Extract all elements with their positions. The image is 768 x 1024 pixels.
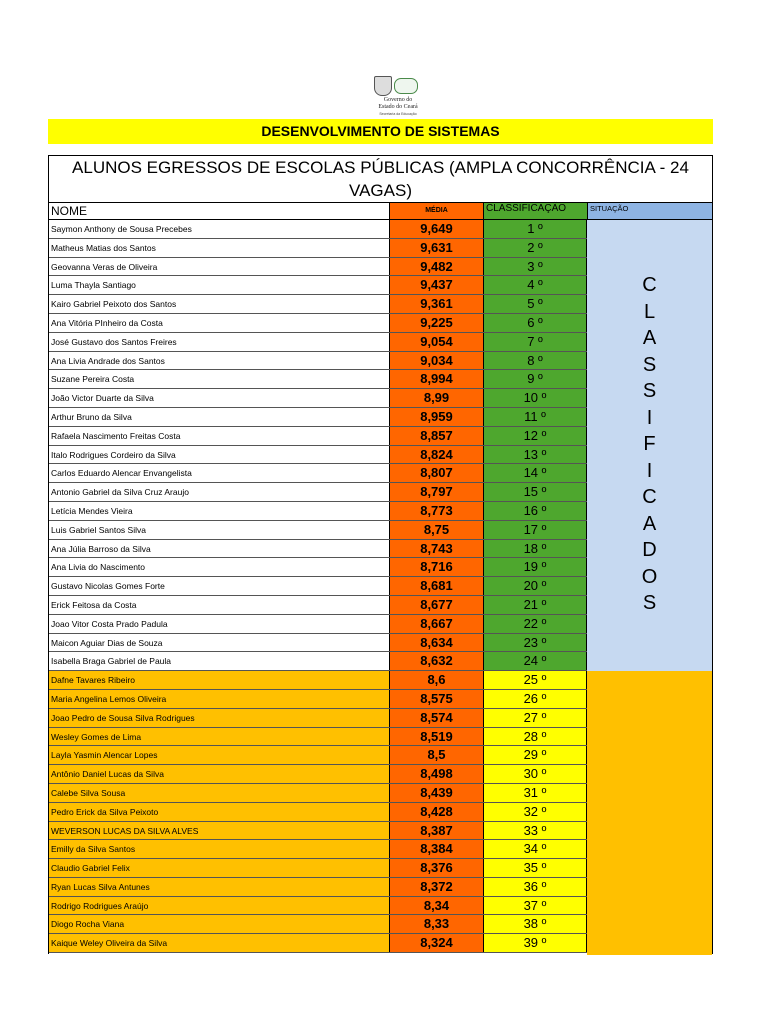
student-rank: 6 º xyxy=(483,314,587,332)
student-name: Layla Yasmin Alencar Lopes xyxy=(49,746,389,764)
student-media: 8,75 xyxy=(389,521,483,539)
student-rank: 18 º xyxy=(483,540,587,558)
student-name: Antônio Daniel Lucas da Silva xyxy=(49,765,389,783)
student-name: Luma Thayla Santiago xyxy=(51,280,136,291)
student-rank: 1 º xyxy=(483,220,587,238)
student-media: 8,376 xyxy=(389,859,483,877)
student-media: 8,384 xyxy=(389,840,483,858)
student-name: Ryan Lucas Silva Antunes xyxy=(49,878,389,896)
student-rank: 15 º xyxy=(483,483,587,501)
student-name: Erick Feitosa da Costa xyxy=(51,599,137,610)
situacao-letter: D xyxy=(642,539,657,561)
student-name: Diogo Rocha Viana xyxy=(49,915,389,933)
header-media: MÉDIA xyxy=(389,202,483,220)
header-name: NOME xyxy=(49,202,389,220)
student-name: Antonio Gabriel da Silva Cruz Araujo xyxy=(51,487,189,498)
student-name: Geovanna Veras de Oliveira xyxy=(51,261,158,272)
situacao-letter: A xyxy=(642,512,657,535)
student-media: 8,994 xyxy=(389,370,483,388)
situacao-letter: F xyxy=(643,433,656,455)
student-name: Luis Gabriel Santos Silva xyxy=(51,524,146,535)
logo-line-1: Governo do xyxy=(383,97,413,103)
student-name: Ana Vitória PInheiro da Costa xyxy=(51,317,163,328)
student-rank: 20 º xyxy=(483,577,587,595)
coat-of-arms-icon xyxy=(374,76,392,96)
student-rank: 28 º xyxy=(483,728,587,746)
situacao-vertical-label xyxy=(587,272,712,617)
situacao-waitlist-cell xyxy=(587,671,712,955)
student-media: 8,575 xyxy=(389,690,483,708)
student-rank: 12 º xyxy=(483,427,587,445)
student-name: Rafaela Nascimento Freitas Costa xyxy=(51,430,181,441)
student-name: Ana Júlia Barroso da Silva xyxy=(51,543,151,554)
student-media: 9,631 xyxy=(389,239,483,257)
student-rank: 27 º xyxy=(483,709,587,727)
student-media: 9,437 xyxy=(389,276,483,294)
student-media: 8,99 xyxy=(389,389,483,407)
results-table xyxy=(48,155,713,954)
student-media: 9,361 xyxy=(389,295,483,313)
student-name: Isabella Braga Gabriel de Paula xyxy=(51,656,172,667)
student-media: 8,324 xyxy=(389,934,483,952)
situacao-letter: O xyxy=(641,565,658,588)
student-media: 8,498 xyxy=(389,765,483,783)
student-rank: 36 º xyxy=(483,878,587,896)
student-media: 8,34 xyxy=(389,897,483,915)
student-media: 8,667 xyxy=(389,615,483,633)
student-name: Kairo Gabriel Peixoto dos Santos xyxy=(51,299,177,310)
student-media: 8,716 xyxy=(389,558,483,576)
student-rank: 29 º xyxy=(483,746,587,764)
student-rank: 25 º xyxy=(483,671,587,689)
situacao-letter: C xyxy=(642,486,657,508)
student-rank: 32 º xyxy=(483,803,587,821)
student-rank: 11 º xyxy=(483,408,587,426)
student-rank: 39 º xyxy=(483,934,587,952)
student-media: 8,824 xyxy=(389,446,483,464)
situacao-letter: C xyxy=(642,274,657,296)
student-media: 8,428 xyxy=(389,803,483,821)
student-name: Claudio Gabriel Felix xyxy=(49,859,389,877)
student-media: 8,857 xyxy=(389,427,483,445)
header-situacao: SITUAÇÃO xyxy=(587,202,712,220)
student-name: Ana Livia Andrade dos Santos xyxy=(51,355,165,366)
student-rank: 38 º xyxy=(483,915,587,933)
table-title: ALUNOS EGRESSOS DE ESCOLAS PÚBLICAS (AMPLA CONCORRÊNCIA - 24 VAGAS) xyxy=(72,158,689,200)
situacao-letter: L xyxy=(643,300,656,323)
situacao-letter: A xyxy=(642,327,657,349)
student-media: 8,519 xyxy=(389,728,483,746)
student-rank: 21 º xyxy=(483,596,587,614)
student-name: WEVERSON LUCAS DA SILVA ALVES xyxy=(49,822,389,840)
student-media: 8,632 xyxy=(389,652,483,670)
student-media: 8,574 xyxy=(389,709,483,727)
education-emblem-icon xyxy=(394,78,418,94)
student-rank: 19 º xyxy=(483,558,587,576)
student-rank: 34 º xyxy=(483,840,587,858)
student-rank: 33 º xyxy=(483,822,587,840)
student-name: Maria Angelina Lemos Oliveira xyxy=(49,690,389,708)
student-rank: 17 º xyxy=(483,521,587,539)
student-rank: 22 º xyxy=(483,615,587,633)
student-rank: 4 º xyxy=(483,276,587,294)
student-name: Maicon Aguiar Dias de Souza xyxy=(51,637,163,648)
student-name: Kaique Weley Oliveira da Silva xyxy=(49,934,389,952)
student-media: 8,6 xyxy=(389,671,483,689)
student-rank: 9 º xyxy=(483,370,587,388)
situacao-letter: I xyxy=(646,459,653,482)
course-banner: DESENVOLVIMENTO DE SISTEMAS xyxy=(48,119,713,144)
student-media: 8,807 xyxy=(389,464,483,482)
student-media: 8,677 xyxy=(389,596,483,614)
student-media: 8,797 xyxy=(389,483,483,501)
student-name: João Victor Duarte da Silva xyxy=(51,393,154,404)
student-name: Ana Livia do Nascimento xyxy=(51,562,146,573)
student-media: 9,649 xyxy=(389,220,483,238)
student-media: 8,681 xyxy=(389,577,483,595)
situacao-letter: S xyxy=(642,380,657,402)
student-rank: 13 º xyxy=(483,446,587,464)
student-name: Carlos Eduardo Alencar Envangelista xyxy=(51,468,192,479)
student-name: Calebe Silva Sousa xyxy=(49,784,389,802)
student-rank: 7 º xyxy=(483,333,587,351)
situacao-letter: S xyxy=(642,592,657,614)
student-rank: 3 º xyxy=(483,258,587,276)
student-name: Rodrigo Rodrigues Araújo xyxy=(49,897,389,915)
situacao-letter: S xyxy=(642,353,657,376)
student-name: Dafne Tavares Ribeiro xyxy=(49,671,389,689)
student-name: Matheus Matias dos Santos xyxy=(51,242,156,253)
student-rank: 10 º xyxy=(483,389,587,407)
student-name: Joao Pedro de Sousa Silva Rodrigues xyxy=(49,709,389,727)
student-media: 8,387 xyxy=(389,822,483,840)
student-rank: 5 º xyxy=(483,295,587,313)
student-name: Wesley Gomes de Lima xyxy=(49,728,389,746)
student-media: 8,5 xyxy=(389,746,483,764)
student-media: 8,33 xyxy=(389,915,483,933)
student-name: Suzane Pereira Costa xyxy=(51,374,135,385)
student-media: 8,634 xyxy=(389,634,483,652)
situacao-letter: I xyxy=(646,406,653,429)
student-rank: 14 º xyxy=(483,464,587,482)
student-rank: 35 º xyxy=(483,859,587,877)
student-rank: 31 º xyxy=(483,784,587,802)
student-rank: 2 º xyxy=(483,239,587,257)
student-name: Pedro Erick da Silva Peixoto xyxy=(49,803,389,821)
logo-line-2: Estado do Ceará xyxy=(378,104,418,110)
student-rank: 30 º xyxy=(483,765,587,783)
student-name: Saymon Anthony de Sousa Precebes xyxy=(51,224,192,234)
student-rank: 23 º xyxy=(483,634,587,652)
student-name: Joao Vitor Costa Prado Padula xyxy=(51,618,168,629)
student-media: 9,034 xyxy=(389,352,483,370)
student-name: Emilly da Silva Santos xyxy=(49,840,389,858)
student-rank: 26 º xyxy=(483,690,587,708)
student-media: 9,054 xyxy=(389,333,483,351)
header-classificacao: CLASSIFICAÇÃO xyxy=(483,202,587,220)
student-rank: 24 º xyxy=(483,652,587,670)
student-name: Arthur Bruno da Silva xyxy=(51,411,132,422)
student-name: Gustavo Nicolas Gomes Forte xyxy=(51,581,165,592)
student-rank: 8 º xyxy=(483,352,587,370)
student-media: 8,773 xyxy=(389,502,483,520)
student-name: Italo Rodrigues Cordeiro da Silva xyxy=(51,449,176,460)
student-rank: 37 º xyxy=(483,897,587,915)
student-media: 8,372 xyxy=(389,878,483,896)
student-media: 9,225 xyxy=(389,314,483,332)
student-media: 8,959 xyxy=(389,408,483,426)
situacao-classificados-cell xyxy=(587,220,712,671)
student-rank: 16 º xyxy=(483,502,587,520)
student-name: Letícia Mendes Vieira xyxy=(51,505,133,516)
student-name: José Gustavo dos Santos Freires xyxy=(51,336,177,347)
student-media: 8,743 xyxy=(389,540,483,558)
student-media: 9,482 xyxy=(389,258,483,276)
student-media: 8,439 xyxy=(389,784,483,802)
government-logo xyxy=(370,74,422,120)
logo-line-3: Secretaria da Educação xyxy=(379,112,417,116)
